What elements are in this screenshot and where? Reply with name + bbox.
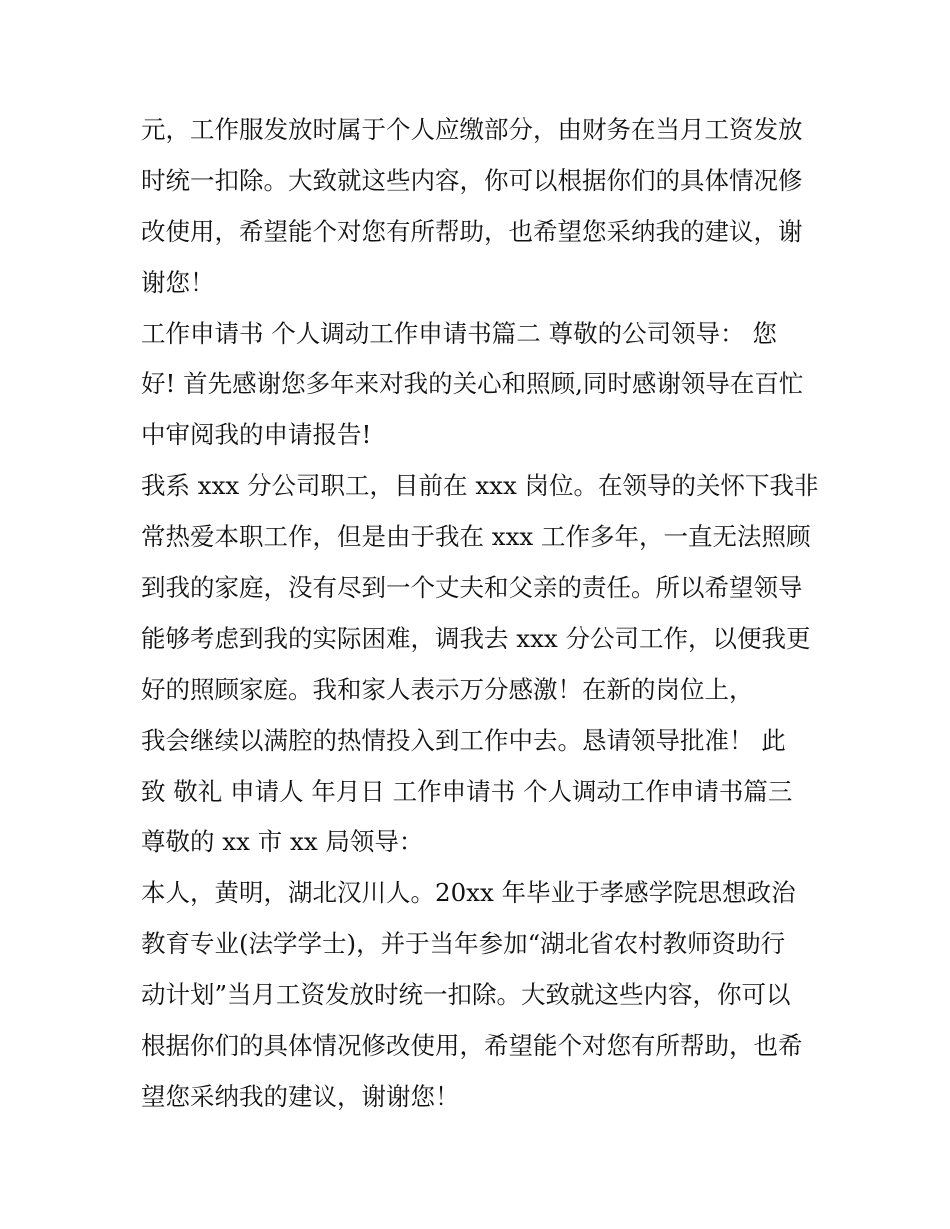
- text-line: 我系 xxx 分公司职工，目前在 xxx 岗位。在领导的关怀下我非: [141, 471, 819, 501]
- text-line: 改使用，希望能个对您有所帮助，也希望您采纳我的建议，谢: [141, 216, 803, 246]
- text-line: 教育专业(法学学士)，并于当年参加“湖北省农村教师资助行: [141, 929, 786, 959]
- text-line: 望您采纳我的建议，谢谢您！: [141, 1081, 460, 1111]
- text-line: 时统一扣除。大致就这些内容，你可以根据你们的具体情况修: [141, 165, 803, 195]
- document-body: [141, 105, 821, 1123]
- text-line: 中审阅我的申请报告!: [141, 420, 372, 450]
- text-line: 好的照顾家庭。我和家人表示万分感激！在新的岗位上，: [141, 674, 754, 704]
- text-line: 我会继续以满腔的热情投入到工作中去。恳请领导批准！ 此: [141, 725, 786, 755]
- text-line: 谢您！: [141, 267, 215, 297]
- text-line: 元，工作服发放时属于个人应缴部分，由财务在当月工资发放: [141, 115, 803, 144]
- text-line: 动计划”当月工资发放时统一扣除。大致就这些内容，你可以: [141, 980, 791, 1010]
- text-line: 能够考虑到我的实际困难，调我去 xxx 分公司工作，以便我更: [141, 623, 811, 653]
- text-line: 常热爱本职工作，但是由于我在 xxx 工作多年，一直无法照顾: [141, 522, 811, 552]
- text-line: 尊敬的 xx 市 xx 局领导：: [141, 827, 424, 857]
- text-line: 工作申请书 个人调动工作申请书篇二 尊敬的公司领导： 您: [141, 318, 777, 348]
- text-line: 好! 首先感谢您多年来对我的关心和照顾,同时感谢领导在百忙: [141, 369, 804, 399]
- text-line: 根据你们的具体情况修改使用，希望能个对您有所帮助，也希: [141, 1031, 803, 1061]
- text-line: 致 敬礼 申请人 年月日 工作申请书 个人调动工作申请书篇三: [141, 776, 793, 806]
- text-line: 本人，黄明，湖北汉川人。20xx 年毕业于孝感学院思想政治: [141, 878, 796, 908]
- text-line: 到我的家庭，没有尽到一个丈夫和父亲的责任。所以希望领导: [141, 573, 803, 603]
